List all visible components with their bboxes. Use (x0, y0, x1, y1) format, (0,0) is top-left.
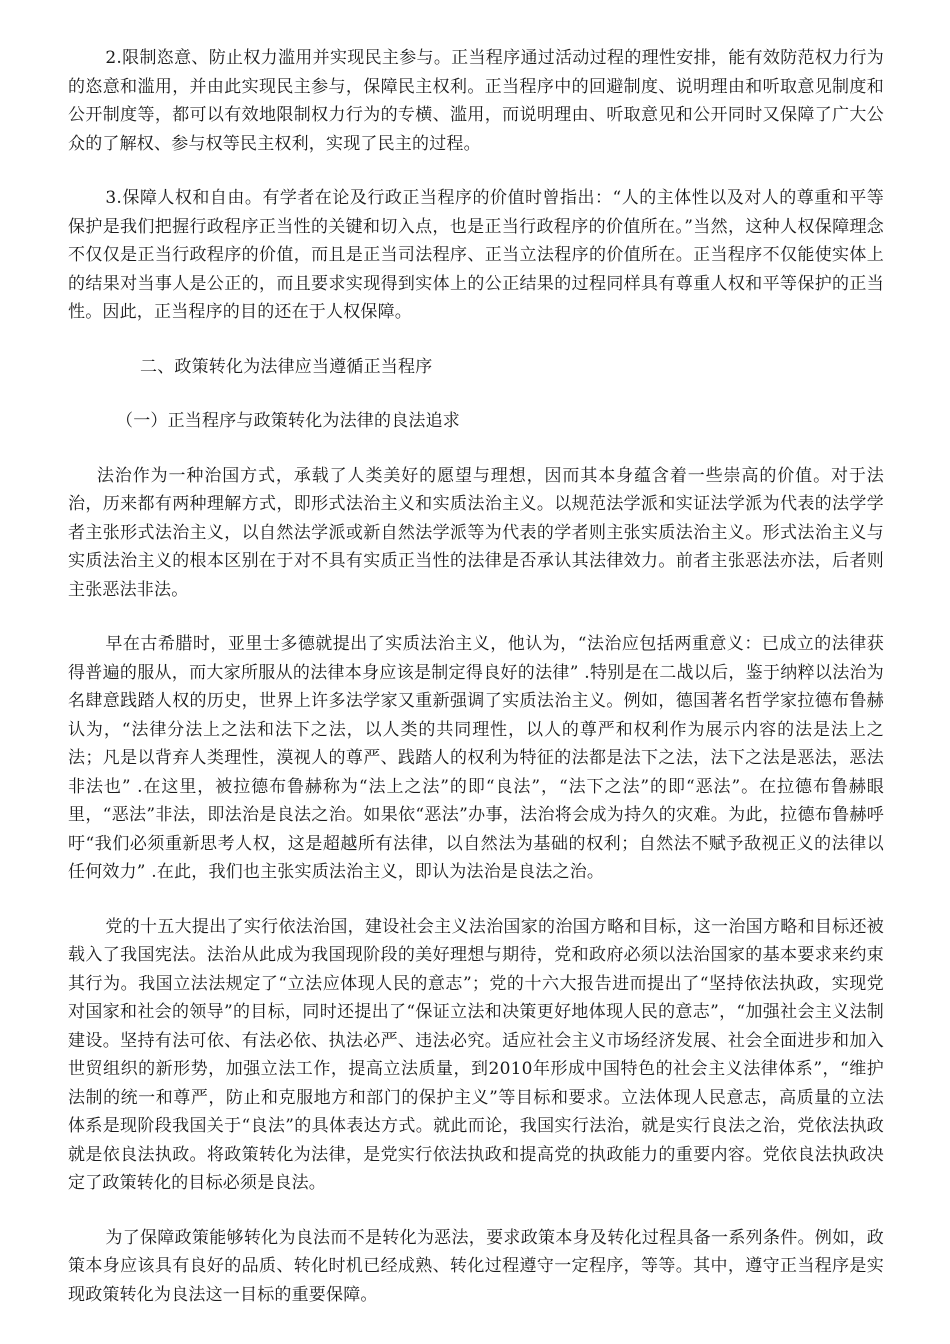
paragraph-policy-conversion: 为了保障政策能够转化为良法而不是转化为恶法，要求政策本身及转化过程具备一系列条件。例如，政策本身应该具有良好的品质、转化时机已经成熟、转化过程遵守一定程序，等等。其中，遵守正当程序是实现政策转化为良法这一目标的重要保障。 (68, 1227, 884, 1305)
paragraph-protect-human-rights: 3.保障人权和自由。有学者在论及行政正当程序的价值时曾指出：“人的主体性以及对人的尊重和平等保护是我们把握行政程序正当性的关键和切入点，也是正当行政程序的价值所在。”当然，这种人权保障理念不仅仅是正当行政程序的价值，而且是正当司法程序、正当立法程序的价值所在。正当程序不仅能使实体上的结果对当事人是公正的，而且要求实现得到实体上的公正结果的过程同样具有尊重人权和平等保护的正当性。因此，正当程序的目的还在于人权保障。 (68, 188, 884, 322)
paragraph-party-congress: 党的十五大提出了实行依法治国，建设社会主义法治国家的治国方略和目标，这一治国方略和目标还被载入了我国宪法。法治从此成为我国现阶段的美好理想与期待，党和政府必须以法治国家的基本要求来约束其行为。我国立法法规定了“立法应体现人民的意志”；党的十六大报告进而提出了“坚持依法执政，实现党对国家和社会的领导”的目标，同时还提出了“保证立法和决策更好地体现人民的意志”，“加强社会主义法制建设。坚持有法可依、有法必依、执法必严、违法必究。适应社会主义市场经济发展、社会全面进步和加入世贸组织的新形势，加强立法工作，提高立法质量，到2010年形成中国特色的社会主义法律体系”，“维护法制的统一和尊严，防止和克服地方和部门的保护主义”等目标和要求。立法体现人民意志，高质量的立法体系是现阶段我国关于“良法”的具体表达方式。就此而论，我国实行法治，就是实行良法之治，党依法执政就是依良法执政。将政策转化为法律，是党实行依法执政和提高党的执政能力的重要内容。党依良法执政决定了政策转化的目标必须是良法。 (68, 916, 884, 1193)
document-page (68, 44, 884, 1309)
paragraph-substantive-rule-of-law: 早在古希腊时，亚里士多德就提出了实质法治主义，他认为，“法治应包括两重意义：已成立的法律获得普遍的服从，而大家所服从的法律本身应该是制定得良好的法律” .特别是在二战以后，鉴于纳粹以法治为名肆意践踏人权的历史，世界上许多法学家又重新强调了实质法治主义。例如，德国著名哲学家拉德布鲁赫认为，“法律分法上之法和法下之法，以人类的共同理性，以人的尊严和权利作为展示内容的法是法上之法；凡是以背弃人类理性，漠视人的尊严、践踏人的权利为特征的法都是法下之法，法下之法是恶法，恶法非法也” .在这里，被拉德布鲁赫称为“法上之法”的即“良法”，“法下之法”的即“恶法”。在拉德布鲁赫眼里，“恶法”非法，即法治是良法之治。如果依“恶法”办事，法治将会成为持久的灾难。为此，拉德布鲁赫呼吁“我们必须重新思考人权，这是超越所有法律，以自然法为基础的权利；自然法不赋予敌视正义的法律以任何效力” .在此，我们也主张实质法治主义，即认为法治是良法之治。 (68, 634, 884, 882)
paragraph-rule-of-law: 法治作为一种治国方式，承载了人类美好的愿望与理想，因而其本身蕴含着一些崇高的价值。对于法治，历来都有两种理解方式，即形式法治主义和实质法治主义。以规范法学派和实证法学派为代表的法学学者主张形式法治主义，以自然法学派或新自然法学派等为代表的学者则主张实质法治主义。形式法治主义与实质法治主义的根本区别在于对不具有实质正当性的法律是否承认其法律效力。前者主张恶法亦法，后者则主张恶法非法。 (68, 465, 884, 600)
subsection-heading: （一）正当程序与政策转化为法律的良法追求 (116, 411, 460, 431)
section-heading: 二、政策转化为法律应当遵循正当程序 (140, 356, 433, 377)
paragraph-limit-arbitrariness: 2.限制恣意、防止权力滥用并实现民主参与。正当程序通过活动过程的理性安排，能有效防范权力行为的恣意和滥用，并由此实现民主参与，保障民主权利。正当程序中的回避制度、说明理由和听取意见制度和公开制度等，都可以有效地限制权力行为的专横、滥用，而说明理由、听取意见和公开同时又保障了广大公众的了解权、参与权等民主权利，实现了民主的过程。 (68, 48, 884, 154)
